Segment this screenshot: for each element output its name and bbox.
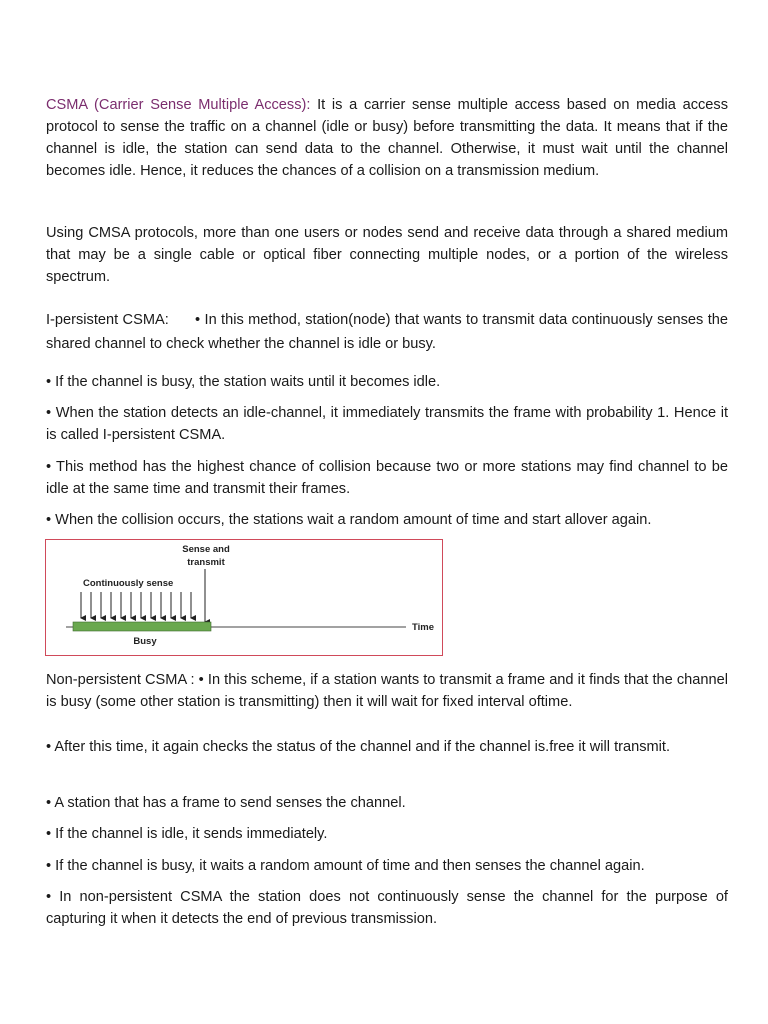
sense-transmit-label-line1: Sense and	[182, 544, 230, 555]
busy-period-bar	[73, 622, 211, 631]
non-persistent-heading: Non-persistent CSMA :	[46, 672, 195, 688]
one-persistent-bullet: • If the channel is busy, the station waits until it becomes idle.	[46, 374, 441, 390]
time-label: Time	[412, 622, 435, 633]
csma-term: CSMA (Carrier Sense Multiple Access):	[46, 97, 311, 113]
non-persistent-intro	[46, 669, 728, 713]
sense-arrows	[81, 592, 191, 618]
one-persistent-intro	[46, 308, 728, 356]
timeline-diagram	[46, 540, 442, 655]
non-persistent-bullet: • In non-persistent CSMA the station does not continuously sense the channel for the purpose of capturing it when it detects the end of previous transmission.	[46, 889, 728, 927]
continuously-sense-label: Continuously sense	[83, 578, 174, 589]
non-persistent-lead: • In this scheme, if a station wants to transmit a frame and it finds that the channel is busy (some other station is transmitting) then it will wait for fixed interval oftime.	[46, 672, 728, 710]
csma-definition-text: It is a carrier sense multiple access based on media access protocol to sense the traffic on a channel (idle or busy) before transmitting the data. It means that if the channel is idle, the station can send data to the channel. Otherwise, it must wait until the channel becomes idle. Hence, it reduces the chances of a collision on a transmission medium.	[46, 97, 729, 179]
one-persistent-bullet: • This method has the highest chance of collision because two or more stations may find channel to be idle at the same time and transmit their frames.	[46, 459, 728, 497]
csma-definition	[46, 94, 728, 182]
non-persistent-lead2: • After this time, it again checks the status of the channel and if the channel is.free it will transmit.	[46, 739, 671, 755]
sense-transmit-label-line2: transmit	[187, 557, 225, 568]
csma-usage-paragraph: Using CMSA protocols, more than one users or nodes send and receive data through a shared medium that may be a single cable or optical fiber connecting multiple nodes, or a portion of the wireless spectrum.	[46, 225, 728, 285]
non-persistent-bullet: • A station that has a frame to send senses the channel.	[46, 795, 406, 811]
non-persistent-bullet: • If the channel is busy, it waits a random amount of time and then senses the channel again.	[46, 858, 645, 874]
busy-label: Busy	[133, 636, 157, 647]
one-persistent-lead: • In this method, station(node) that wants to transmit data continuously senses the shared channel to check whether the channel is idle or busy.	[46, 312, 729, 352]
one-persistent-bullet: • When the station detects an idle-channel, it immediately transmits the frame with probability 1. Hence it is called I-persistent CSMA.	[46, 405, 728, 443]
one-persistent-heading: I-persistent CSMA:	[46, 312, 169, 328]
one-persistent-bullet: • When the collision occurs, the stations wait a random amount of time and start allover again.	[46, 512, 652, 528]
persistent-csma-figure	[45, 539, 443, 656]
non-persistent-bullet: • If the channel is idle, it sends immediately.	[46, 826, 328, 842]
